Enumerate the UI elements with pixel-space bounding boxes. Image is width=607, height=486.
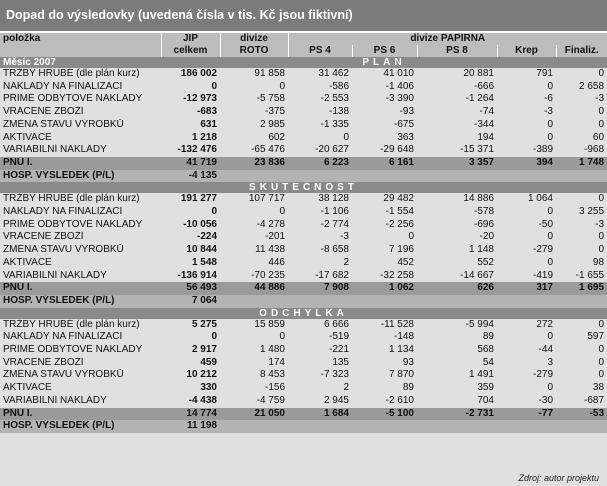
cell-value: -2 774	[320, 218, 349, 230]
cell-value: 446	[268, 256, 285, 268]
cell-value: 1 748	[556, 157, 607, 170]
cell-value: -32 258	[380, 269, 414, 281]
cell-value: -44	[538, 344, 553, 356]
table-row	[0, 344, 607, 357]
row-label: PNÚ I.	[0, 282, 161, 295]
cell-value: -4 438	[188, 394, 217, 406]
cell-value: -224	[196, 231, 217, 243]
cell-value: 38	[592, 382, 605, 394]
cell-value: 2	[343, 382, 349, 394]
cell-value: 107 717	[248, 193, 285, 205]
cell-value: -675	[393, 118, 414, 130]
cell-value: 174	[268, 356, 285, 368]
cell-value: -20	[479, 231, 494, 243]
cell-value: 3	[547, 356, 553, 368]
row-label: HOSP. VÝSLEDEK (P/L)	[0, 170, 161, 183]
cell-value: 602	[268, 131, 285, 143]
table-row	[0, 244, 607, 257]
cell-value: -12 973	[183, 93, 217, 105]
cell-value: -20 627	[315, 144, 349, 156]
cell-value: 0	[598, 231, 605, 243]
cell-value: 0	[279, 331, 285, 343]
cell-value: -93	[399, 106, 414, 118]
cell-value: 89	[482, 331, 494, 343]
section-label: SKUTEČNOST	[0, 182, 607, 193]
cell-value: 1 548	[191, 256, 217, 268]
table-row	[0, 119, 607, 132]
cell-value: -2 256	[385, 218, 414, 230]
header-divize-papirna: divize PAPÍRNA	[288, 33, 607, 45]
table-row	[0, 257, 607, 270]
cell-value: 0	[211, 80, 217, 92]
table-row	[0, 357, 607, 370]
cell-value: 0	[547, 80, 553, 92]
row-label: VARIABILNÍ NÁKLADY	[3, 144, 107, 156]
cell-value: 1 491	[468, 369, 494, 381]
cell-value: 317	[497, 282, 556, 295]
row-label: NÁKLADY NA FINALIZACI	[3, 80, 123, 92]
cell-value: 93	[402, 356, 414, 368]
cell-value: 394	[497, 157, 556, 170]
row-label: VARIABILNÍ NÁKLADY	[3, 394, 107, 406]
cell-value: -279	[532, 369, 553, 381]
cell-value: 31 462	[318, 68, 349, 79]
cell-value: 194	[477, 131, 494, 143]
cell-value: -3	[595, 218, 605, 230]
period-label: Měsíc 2007	[0, 57, 161, 68]
cell-value: 452	[397, 256, 414, 268]
row-label: PNÚ I.	[0, 408, 161, 421]
cell-value: 7 908	[288, 282, 352, 295]
cell-value: -5 100	[352, 408, 417, 421]
cell-value: -10 056	[183, 218, 217, 230]
row-label: TRŽBY HRUBÉ (dle plán kurz)	[3, 68, 140, 79]
cell-value: -344	[473, 118, 494, 130]
row-label: HOSP. VÝSLEDEK (P/L)	[0, 420, 161, 433]
header-jip: JIP	[161, 33, 220, 45]
cell-value: 0	[211, 331, 217, 343]
cell-value: 6 666	[323, 318, 349, 330]
cell-value: 0	[211, 206, 217, 218]
cell-value: -4 278	[256, 218, 285, 230]
section-label: ODCHYLKA	[0, 308, 607, 319]
cell-value: 7 196	[388, 244, 414, 256]
cell-value: -3	[595, 93, 605, 105]
row-label: TRŽBY HRUBÉ (dle plán kurz)	[3, 193, 140, 205]
cell-value: -17 682	[315, 269, 349, 281]
cell-value: -666	[473, 80, 494, 92]
table-row	[0, 219, 607, 232]
cell-value: 3 357	[417, 157, 497, 170]
cell-value: -14 667	[460, 269, 494, 281]
cell-value: 91 858	[254, 68, 285, 79]
cell-value: 6 223	[288, 157, 352, 170]
cell-value: 552	[477, 256, 494, 268]
cell-value: -279	[532, 244, 553, 256]
cell-value: 1 684	[288, 408, 352, 421]
cell-value: 704	[477, 394, 494, 406]
cell-value: -77	[497, 408, 556, 421]
section-label: PLÁN	[161, 57, 607, 68]
cell-value: 0	[547, 382, 553, 394]
cell-value: 38 128	[318, 193, 349, 205]
cell-value: 0	[598, 369, 605, 381]
cell-value: 0	[408, 231, 414, 243]
header-col-ps6: PS 6	[352, 45, 417, 57]
cell-value: 791	[536, 68, 553, 79]
pnu-row	[0, 408, 607, 421]
cell-value: -2 610	[385, 394, 414, 406]
hosp-vysledek-row	[0, 295, 607, 308]
cell-value: 5 275	[191, 318, 217, 330]
header-col-finaliz: Finaliz.	[556, 45, 607, 57]
header-divize: divize	[220, 33, 288, 45]
cell-value: 41 719	[161, 157, 220, 170]
cell-value: 0	[547, 118, 553, 130]
cell-value: 56 493	[161, 282, 220, 295]
cell-value: 0	[598, 318, 605, 330]
cell-value: 29 482	[383, 193, 414, 205]
cell-value: -3	[340, 231, 349, 243]
cell-value: 10 212	[186, 369, 217, 381]
cell-value: -132 476	[177, 144, 217, 156]
cell-value: -15 371	[460, 144, 494, 156]
cell-value: -156	[264, 382, 285, 394]
cell-value: -53	[556, 408, 607, 421]
cell-value: 2 917	[191, 344, 217, 356]
table-body	[0, 57, 607, 433]
table-row	[0, 68, 607, 81]
cell-value: -419	[532, 269, 553, 281]
header-col-krep: Krep	[497, 45, 556, 57]
row-label: VRÁCENÉ ZBOŽÍ	[3, 231, 84, 243]
cell-value: 359	[477, 382, 494, 394]
cell-value: 2 945	[323, 394, 349, 406]
cell-value: -29 648	[380, 144, 414, 156]
cell-value: 60	[592, 131, 605, 143]
row-label: VRÁCENÉ ZBOŽÍ	[3, 106, 84, 118]
cell-value: 1 062	[352, 282, 417, 295]
table-row	[0, 395, 607, 408]
row-label: PŘÍMÉ ODBYTOVÉ NÁKLADY	[3, 218, 143, 230]
table-row	[0, 206, 607, 219]
cell-value: -687	[584, 394, 605, 406]
cell-value: 1 218	[191, 131, 217, 143]
cell-value: 568	[477, 344, 494, 356]
pnu-row	[0, 157, 607, 170]
section-header	[0, 182, 607, 193]
table-row	[0, 106, 607, 119]
cell-value: -4 135	[161, 170, 220, 183]
cell-value: -5 994	[465, 318, 494, 330]
cell-value: 0	[279, 206, 285, 218]
cell-value: -2 731	[417, 408, 497, 421]
cell-value: 8 453	[259, 369, 285, 381]
cell-value: 0	[598, 244, 605, 256]
cell-value: -221	[328, 344, 349, 356]
cell-value: 20 881	[463, 68, 494, 79]
cell-value: -683	[196, 106, 217, 118]
row-label: ZMĚNA STAVU VÝROBKŮ	[3, 244, 124, 256]
cell-value: -30	[538, 394, 553, 406]
table-row	[0, 331, 607, 344]
cell-value: 3 255	[578, 206, 605, 218]
cell-value: -3 390	[385, 93, 414, 105]
cell-value: 14 774	[161, 408, 220, 421]
cell-value: -74	[479, 106, 494, 118]
cell-value: 0	[279, 80, 285, 92]
cell-value: 186 002	[180, 68, 217, 79]
row-label: HOSP. VÝSLEDEK (P/L)	[0, 295, 161, 308]
cell-value: -696	[473, 218, 494, 230]
cell-value: 23 836	[220, 157, 288, 170]
pl-impact-table	[0, 33, 607, 433]
cell-value: -1 406	[385, 80, 414, 92]
header-celkem: celkem	[161, 45, 220, 57]
cell-value: 0	[598, 68, 605, 79]
cell-value: 1 064	[527, 193, 553, 205]
cell-value: -1 264	[465, 93, 494, 105]
cell-value: 54	[482, 356, 494, 368]
table-header	[0, 33, 607, 57]
cell-value: -138	[328, 106, 349, 118]
cell-value: 0	[598, 344, 605, 356]
header-col-ps4: PS 4	[288, 45, 352, 57]
cell-value: -148	[393, 331, 414, 343]
cell-value: -6	[544, 93, 553, 105]
cell-value: -3	[544, 106, 553, 118]
table-row	[0, 132, 607, 145]
table-row	[0, 319, 607, 332]
row-label: ZMĚNA STAVU VÝROBKŮ	[3, 118, 124, 130]
row-label: TRŽBY HRUBÉ (dle plán kurz)	[3, 318, 140, 330]
cell-value: 2	[343, 256, 349, 268]
header-item: položka	[0, 33, 161, 45]
cell-value: -1 335	[320, 118, 349, 130]
table-row	[0, 231, 607, 244]
cell-value: 10 844	[186, 244, 217, 256]
cell-value: -586	[328, 80, 349, 92]
cell-value: 0	[598, 106, 605, 118]
cell-value: -968	[584, 144, 605, 156]
cell-value: -11 528	[380, 318, 414, 330]
cell-value: 0	[547, 331, 553, 343]
cell-value: -70 235	[251, 269, 285, 281]
cell-value: 363	[397, 131, 414, 143]
cell-value: 0	[598, 118, 605, 130]
cell-value: 272	[536, 318, 553, 330]
cell-value: -375	[264, 106, 285, 118]
table-row	[0, 382, 607, 395]
cell-value: 41 010	[383, 68, 414, 79]
cell-value: 1 148	[468, 244, 494, 256]
cell-value: 2 985	[259, 118, 285, 130]
cell-value: -1 554	[385, 206, 414, 218]
cell-value: 631	[200, 118, 217, 130]
hosp-vysledek-row	[0, 170, 607, 183]
cell-value: 89	[402, 382, 414, 394]
cell-value: -5 758	[256, 93, 285, 105]
cell-value: 0	[598, 356, 605, 368]
row-label: PŘÍMÉ ODBYTOVÉ NÁKLADY	[3, 344, 143, 356]
table-row	[0, 144, 607, 157]
document-title: Dopad do výsledovky (uvedená čísla v tis. Kč jsou fiktivní)	[0, 0, 607, 33]
row-label: PNÚ I.	[0, 157, 161, 170]
cell-value: 7 870	[388, 369, 414, 381]
row-label: NÁKLADY NA FINALIZACI	[3, 206, 123, 218]
cell-value: 330	[200, 382, 217, 394]
cell-value: 1 695	[556, 282, 607, 295]
cell-value: -136 914	[177, 269, 217, 281]
row-label: AKTIVACE	[3, 256, 52, 268]
cell-value: 135	[332, 356, 349, 368]
cell-value: 0	[547, 231, 553, 243]
cell-value: 191 277	[180, 193, 217, 205]
cell-value: 0	[598, 193, 605, 205]
header-roto: ROTO	[220, 45, 288, 57]
cell-value: -50	[538, 218, 553, 230]
row-label: VARIABILNÍ NÁKLADY	[3, 269, 107, 281]
cell-value: -1 655	[575, 269, 605, 281]
table-row	[0, 93, 607, 106]
cell-value: -389	[532, 144, 553, 156]
cell-value: 1 134	[388, 344, 414, 356]
source-note: Zdroj: autor projektu	[518, 473, 599, 483]
cell-value: 11 438	[255, 244, 285, 256]
cell-value: -8 658	[320, 244, 349, 256]
cell-value: -519	[328, 331, 349, 343]
cell-value: 14 886	[463, 193, 494, 205]
table-row	[0, 193, 607, 206]
cell-value: 597	[587, 331, 605, 343]
cell-value: -65 476	[251, 144, 285, 156]
table-row	[0, 270, 607, 283]
cell-value: 459	[200, 356, 217, 368]
hosp-vysledek-row	[0, 420, 607, 433]
cell-value: 1 480	[259, 344, 285, 356]
row-label: VRÁCENÉ ZBOŽÍ	[3, 356, 84, 368]
cell-value: -578	[473, 206, 494, 218]
cell-value: 0	[547, 256, 553, 268]
section-header	[0, 57, 607, 68]
row-label: PŘÍMÉ ODBYTOVÉ NÁKLADY	[3, 93, 143, 105]
cell-value: 0	[343, 131, 349, 143]
table-row	[0, 369, 607, 382]
cell-value: -4 759	[256, 394, 285, 406]
cell-value: 98	[592, 256, 605, 268]
cell-value: -1 106	[320, 206, 349, 218]
row-label: AKTIVACE	[3, 131, 52, 143]
row-label: NÁKLADY NA FINALIZACI	[3, 331, 123, 343]
cell-value: 0	[547, 206, 553, 218]
section-header	[0, 308, 607, 319]
cell-value: -2 553	[320, 93, 349, 105]
cell-value: 6 161	[352, 157, 417, 170]
cell-value: 44 886	[220, 282, 288, 295]
header-col-ps8: PS 8	[417, 45, 497, 57]
cell-value: 11 198	[161, 420, 220, 433]
cell-value: 2 658	[578, 80, 605, 92]
cell-value: -201	[264, 231, 285, 243]
cell-value: 7 064	[161, 295, 220, 308]
cell-value: 21 050	[220, 408, 288, 421]
pnu-row	[0, 282, 607, 295]
cell-value: 0	[547, 131, 553, 143]
cell-value: 15 859	[254, 318, 285, 330]
row-label: AKTIVACE	[3, 382, 52, 394]
row-label: ZMĚNA STAVU VÝROBKŮ	[3, 369, 124, 381]
table-row	[0, 81, 607, 94]
cell-value: 626	[417, 282, 497, 295]
cell-value: -7 323	[320, 369, 349, 381]
